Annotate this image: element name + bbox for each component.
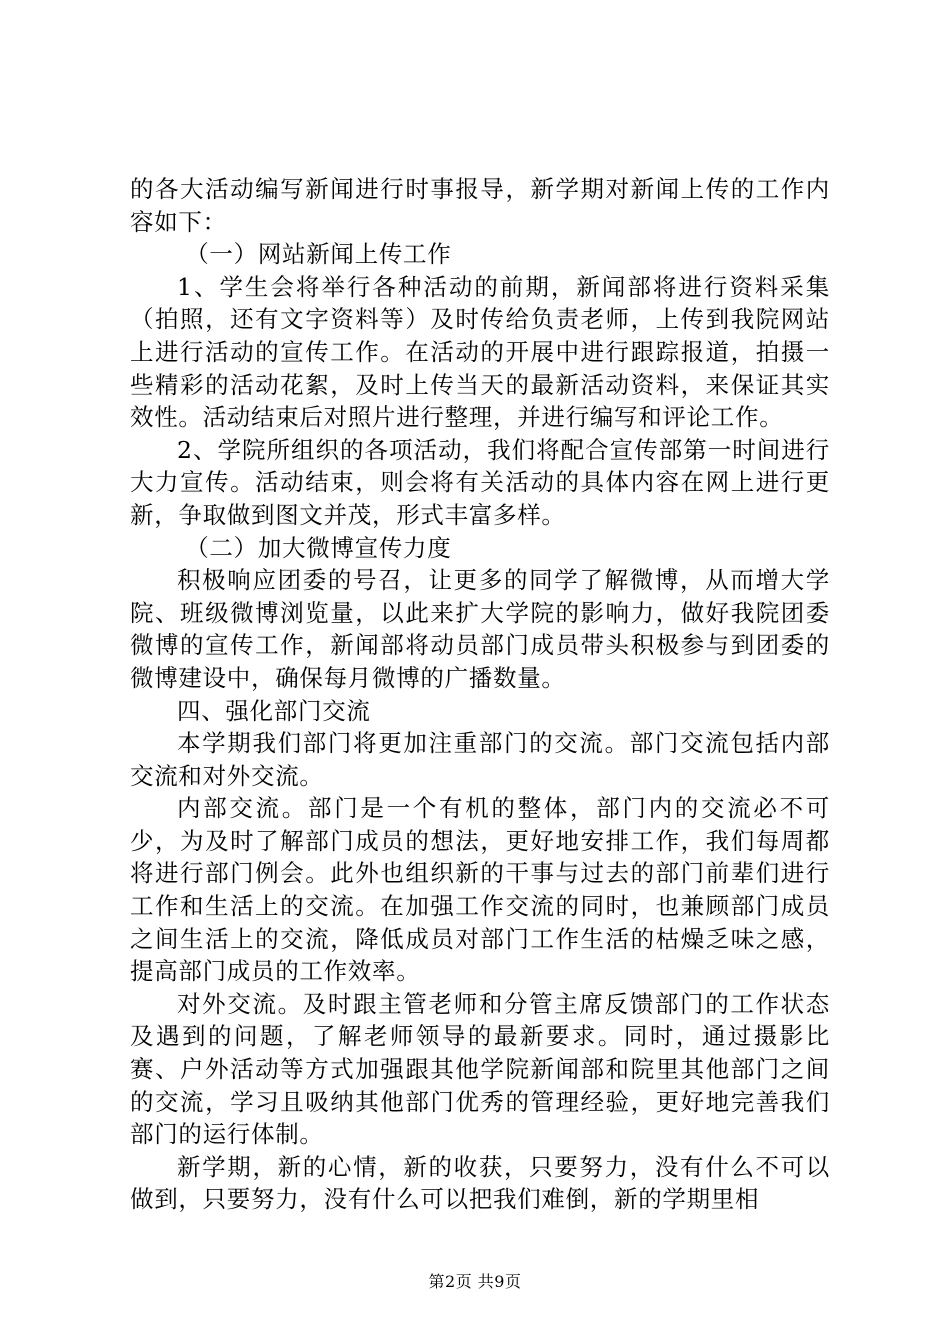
paragraph-weibo: 积极响应团委的号召，让更多的同学了解微博，从而增大学院、班级微博浏览量，以此来扩大学院的影响力，做好我院团委微博的宣传工作，新闻部将动员部门成员带头积极参与到团委的微博建设中，确保每月微博的广播数量。 — [130, 566, 830, 692]
document-body — [130, 173, 830, 1216]
paragraph-communication-intro: 本学期我们部门将更加注重部门的交流。部门交流包括内部交流和对外交流。 — [130, 729, 830, 790]
page-footer — [0, 1272, 950, 1292]
paragraph-closing: 新学期，新的心情，新的收获，只要努力，没有什么不可以做到，只要努力，没有什么可以把我们难倒，新的学期里相 — [130, 1152, 830, 1214]
paragraph-internal-communication: 内部交流。部门是一个有机的整体，部门内的交流必不可少，为及时了解部门成员的想法，更好地安排工作，我们每周都将进行部门例会。此外也组织新的干事与过去的部门前辈们进行工作和生活上的交流。在加强工作交流的同时，也兼顾部门成员之间生活上的交流，降低成员对部门工作生活的枯燥乏味之感，提高部门成员的工作效率。 — [130, 794, 830, 986]
paragraph-external-communication: 对外交流。及时跟主管老师和分管主席反馈部门的工作状态及遇到的问题，了解老师领导的最新要求。同时，通过摄影比赛、户外活动等方式加强跟其他学院新闻部和院里其他部门之间的交流，学习且吸纳其他部门优秀的管理经验，更好地完善我们部门的运行体制。 — [130, 989, 830, 1149]
page-number: 第2页 共9页 — [428, 1272, 522, 1291]
section-heading-website-news: （一）网站新闻上传工作 — [185, 240, 452, 269]
paragraph-continuation: 的各大活动编写新闻进行时事报导，新学期对新闻上传的工作内容如下： — [130, 175, 830, 236]
section-heading-weibo: （二）加大微博宣传力度 — [185, 533, 452, 562]
section-heading-communication: 四、强化部门交流 — [177, 696, 371, 725]
paragraph-item-2: 2、学院所组织的各项活动，我们将配合宣传部第一时间进行大力宣传。活动结束，则会将有关活动的具体内容在网上进行更新，争取做到图文并茂，形式丰富多样。 — [130, 435, 830, 529]
paragraph-item-1: 1、学生会将举行各种活动的前期，新闻部将进行资料采集（拍照，还有文字资料等）及时传给负责老师，上传到我院网站上进行活动的宣传工作。在活动的开展中进行跟踪报道，拍摄一些精彩的活动花絮，及时上传当天的最新活动资料，来保证其实效性。活动结束后对照片进行整理，并进行编写和评论工作。 — [130, 272, 830, 432]
